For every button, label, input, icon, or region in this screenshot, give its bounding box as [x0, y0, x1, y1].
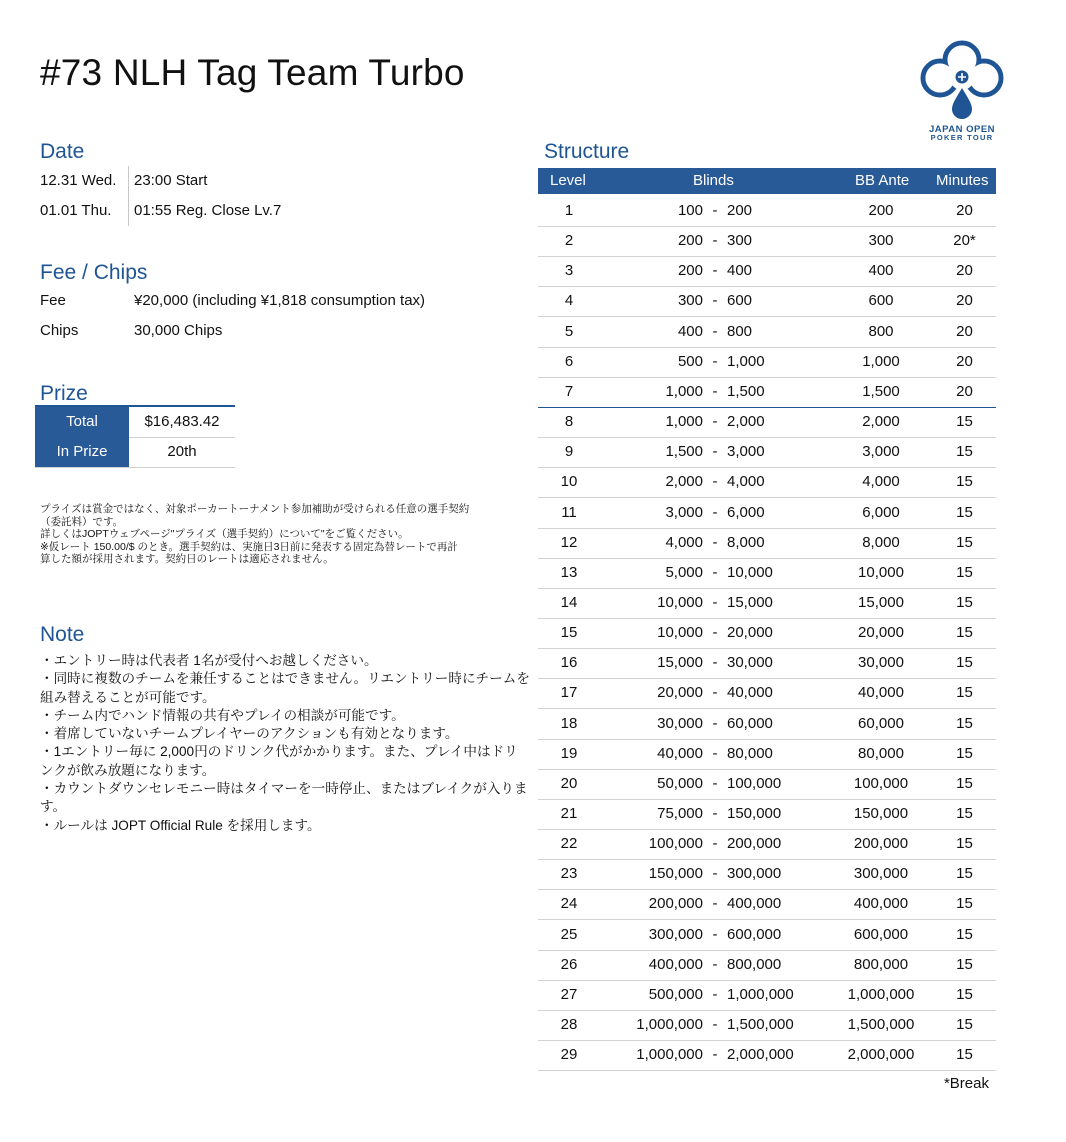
note-item: ・着席していないチームプレイヤーのアクションも有効となります。 — [40, 726, 459, 742]
table-row — [538, 648, 996, 679]
clover-logo-icon — [916, 38, 1008, 124]
blinds-dash: - — [712, 232, 718, 250]
small-blind-cell: 1,000,000 — [636, 1016, 703, 1033]
small-blind-cell: 100,000 — [648, 835, 703, 853]
level-cell: 4 — [564, 292, 574, 310]
big-blind-cell: 3,000 — [727, 443, 765, 461]
level-cell: 29 — [560, 1046, 578, 1064]
small-blind-cell: 1,500 — [665, 443, 703, 461]
prize-total-value: $16,483.42 — [144, 413, 220, 430]
date-heading: Date — [40, 140, 85, 163]
blinds-dash: - — [712, 744, 718, 762]
small-blind-cell: 30,000 — [657, 714, 703, 732]
big-blind-cell: 100,000 — [727, 774, 782, 792]
table-row — [538, 980, 996, 1011]
prize-disclaimer — [40, 503, 510, 566]
blinds-dash: - — [712, 533, 718, 551]
level-cell: 6 — [564, 352, 574, 370]
bb-ante-cell: 80,000 — [858, 744, 904, 762]
level-cell: 5 — [564, 322, 574, 340]
minutes-cell: 15 — [956, 533, 973, 551]
big-blind-cell: 600,000 — [727, 925, 782, 943]
big-blind-cell: 800 — [727, 322, 753, 340]
table-row — [538, 467, 996, 498]
small-blind-cell: 300,000 — [648, 925, 703, 943]
fee-value: ¥20,000 (including ¥1,818 consumption tax) — [134, 292, 426, 309]
bb-ante-cell: 20,000 — [858, 624, 904, 642]
bb-ante-cell: 8,000 — [862, 533, 900, 551]
note-item: ・ルールは JOPT Official Rule を採用します。 — [40, 817, 321, 833]
level-cell: 14 — [560, 594, 578, 611]
level-cell: 28 — [560, 1016, 578, 1033]
blinds-dash: - — [712, 985, 718, 1003]
bb-ante-cell: 3,000 — [862, 443, 900, 461]
note-item: ・同時に複数のチームを兼任することはできません。リエントリー時にチームを組み替えることが可能です。 — [40, 671, 530, 705]
blinds-dash: - — [712, 865, 718, 883]
level-cell: 7 — [564, 382, 574, 400]
minutes-cell: 15 — [956, 654, 973, 672]
blinds-dash: - — [712, 352, 718, 370]
blinds-dash: - — [712, 413, 718, 430]
big-blind-cell: 150,000 — [727, 805, 782, 822]
big-blind-cell: 1,000 — [727, 352, 765, 370]
blinds-dash: - — [712, 654, 718, 672]
level-cell: 10 — [560, 473, 578, 491]
bb-ante-cell: 1,500,000 — [847, 1016, 915, 1033]
small-blind-cell: 75,000 — [657, 805, 703, 822]
blinds-dash: - — [712, 322, 718, 340]
bb-ante-cell: 300 — [868, 232, 894, 250]
minutes-cell: 15 — [956, 774, 973, 792]
note-item: ・カウントダウンセレモニー時はタイマーを一時停止、またはブレイクが入ります。 — [40, 781, 528, 815]
minutes-cell: 15 — [956, 503, 973, 521]
table-row — [538, 618, 996, 649]
small-blind-cell: 150,000 — [648, 865, 703, 883]
small-blind-cell: 400 — [677, 322, 703, 340]
table-row — [538, 829, 996, 860]
small-blind-cell: 1,000 — [665, 413, 703, 430]
small-blind-cell: 4,000 — [665, 533, 703, 551]
note-item: ・チーム内でハンド情報の共有やプレイの相談が可能です。 — [40, 707, 405, 723]
minutes-cell: 15 — [956, 413, 973, 430]
big-blind-cell: 80,000 — [727, 744, 773, 762]
minutes-cell: 15 — [956, 895, 973, 913]
blinds-dash: - — [712, 835, 718, 853]
logo-text-line2: POKER TOUR — [930, 133, 994, 142]
bb-ante-cell: 10,000 — [858, 563, 904, 581]
table-row — [538, 1010, 996, 1041]
date-detail-2: 01:55 Reg. Close Lv.7 — [134, 202, 282, 219]
fee-label: Fee — [40, 292, 66, 309]
level-cell: 15 — [560, 624, 578, 642]
bb-ante-cell: 4,000 — [862, 473, 900, 491]
bb-ante-cell: 6,000 — [862, 503, 900, 521]
bb-ante-cell: 30,000 — [858, 654, 904, 672]
level-cell: 3 — [564, 262, 574, 280]
blinds-dash: - — [712, 925, 718, 943]
minutes-cell: 15 — [956, 473, 973, 491]
big-blind-cell: 200 — [727, 202, 753, 219]
col-blinds-header: Blinds — [693, 172, 734, 189]
level-cell: 16 — [560, 654, 578, 672]
small-blind-cell: 1,000 — [665, 382, 703, 400]
minutes-cell: 20 — [956, 352, 973, 370]
note-item: ・エントリー時は代表者 1名が受付へお越しください。 — [40, 653, 378, 668]
small-blind-cell: 10,000 — [657, 594, 703, 611]
blinds-dash: - — [712, 292, 718, 310]
small-blind-cell: 3,000 — [665, 503, 703, 521]
table-row — [538, 588, 996, 619]
disclaimer-line: 算した額が採用されます。契約日のレートは適応されません。 — [40, 553, 334, 565]
bb-ante-cell: 800,000 — [853, 955, 909, 973]
big-blind-cell: 6,000 — [727, 503, 765, 521]
bb-ante-cell: 600,000 — [853, 925, 909, 943]
level-cell: 18 — [560, 714, 578, 732]
bb-ante-cell: 15,000 — [858, 594, 904, 611]
small-blind-cell: 200 — [677, 262, 703, 280]
level-cell: 13 — [560, 563, 578, 581]
date-day-1: 12.31 Wed. — [40, 172, 117, 189]
blinds-dash: - — [712, 1016, 718, 1033]
bb-ante-cell: 400,000 — [853, 895, 909, 913]
prize-in-prize-label: In Prize — [35, 437, 129, 467]
minutes-cell: 20 — [956, 262, 973, 280]
level-cell: 26 — [560, 955, 578, 973]
level-cell: 2 — [564, 232, 574, 250]
level-cell: 21 — [560, 805, 578, 822]
big-blind-cell: 4,000 — [727, 473, 765, 491]
page-title: #73 NLH Tag Team Turbo — [40, 52, 465, 93]
col-minutes-header: Minutes — [936, 172, 989, 189]
big-blind-cell: 40,000 — [727, 684, 773, 702]
blinds-dash: - — [712, 503, 718, 521]
minutes-cell: 15 — [956, 955, 973, 973]
table-row — [538, 678, 996, 709]
minutes-cell: 15 — [956, 1016, 973, 1033]
bb-ante-cell: 2,000,000 — [847, 1046, 915, 1064]
bb-ante-cell: 1,500 — [862, 382, 900, 400]
minutes-cell: 15 — [956, 443, 973, 461]
small-blind-cell: 1,000,000 — [636, 1046, 703, 1064]
small-blind-cell: 300 — [677, 292, 703, 310]
prize-total-label: Total — [35, 407, 129, 437]
big-blind-cell: 200,000 — [727, 835, 782, 853]
blinds-dash: - — [712, 262, 718, 280]
bb-ante-cell: 2,000 — [862, 413, 900, 430]
disclaimer-line: 詳しくはJOPTウェブページ"プライズ（選手契約）について"をご覧ください。 — [40, 528, 409, 540]
big-blind-cell: 20,000 — [727, 624, 773, 642]
level-cell: 19 — [560, 744, 578, 762]
level-cell: 12 — [560, 533, 578, 551]
minutes-cell: 15 — [956, 684, 973, 702]
small-blind-cell: 50,000 — [657, 774, 703, 792]
col-ante-header: BB Ante — [855, 172, 910, 189]
bb-ante-cell: 100,000 — [853, 774, 909, 792]
table-row — [538, 196, 996, 227]
small-blind-cell: 400,000 — [648, 955, 703, 973]
minutes-cell: 15 — [956, 624, 973, 642]
minutes-cell: 15 — [956, 563, 973, 581]
small-blind-cell: 500 — [677, 352, 703, 370]
minutes-cell: 20 — [956, 292, 973, 310]
table-row — [538, 498, 996, 529]
blinds-dash: - — [712, 774, 718, 792]
big-blind-cell: 30,000 — [727, 654, 773, 672]
big-blind-cell: 8,000 — [727, 533, 765, 551]
table-row — [538, 709, 996, 740]
big-blind-cell: 400,000 — [727, 895, 782, 913]
big-blind-cell: 60,000 — [727, 714, 773, 732]
bb-ante-cell: 300,000 — [853, 865, 909, 883]
logo-text-line1: JAPAN OPEN — [928, 124, 996, 135]
table-row — [538, 437, 996, 468]
table-row — [538, 317, 996, 348]
small-blind-cell: 40,000 — [657, 744, 703, 762]
big-blind-cell: 1,500 — [727, 382, 765, 400]
structure-table-header — [538, 168, 996, 194]
blinds-dash: - — [712, 714, 718, 732]
small-blind-cell: 5,000 — [665, 563, 703, 581]
level-cell: 24 — [560, 895, 578, 913]
note-heading: Note — [40, 623, 85, 646]
blinds-dash: - — [712, 895, 718, 913]
level-cell: 8 — [564, 413, 574, 430]
table-row — [538, 226, 996, 257]
table-row — [538, 950, 996, 981]
big-blind-cell: 2,000,000 — [727, 1046, 794, 1064]
table-row — [538, 769, 996, 800]
blinds-dash: - — [712, 955, 718, 973]
minutes-cell: 15 — [956, 744, 973, 762]
col-level-header: Level — [550, 172, 586, 189]
big-blind-cell: 400 — [727, 262, 753, 280]
bb-ante-cell: 1,000 — [862, 352, 900, 370]
small-blind-cell: 200 — [677, 232, 703, 250]
table-row — [538, 377, 996, 408]
level-cell: 23 — [560, 865, 578, 883]
blinds-dash: - — [712, 443, 718, 461]
date-divider — [128, 166, 129, 226]
prize-row-total — [35, 407, 235, 438]
bb-ante-cell: 600 — [868, 292, 894, 310]
blinds-dash: - — [712, 624, 718, 642]
big-blind-cell: 1,500,000 — [727, 1016, 794, 1033]
small-blind-cell: 100 — [677, 202, 703, 219]
level-cell: 25 — [560, 925, 578, 943]
minutes-cell: 15 — [956, 865, 973, 883]
blinds-dash: - — [712, 202, 718, 219]
minutes-cell: 15 — [956, 805, 973, 822]
bb-ante-cell: 200,000 — [853, 835, 909, 853]
table-row — [538, 528, 996, 559]
blinds-dash: - — [712, 684, 718, 702]
table-row — [538, 889, 996, 920]
table-row — [538, 558, 996, 589]
minutes-cell: 15 — [956, 985, 973, 1003]
disclaimer-line: （委託料）です。 — [40, 515, 124, 528]
table-row — [538, 407, 996, 438]
minutes-cell: 15 — [956, 594, 973, 611]
level-cell: 22 — [560, 835, 578, 853]
small-blind-cell: 10,000 — [657, 624, 703, 642]
blinds-dash: - — [712, 594, 718, 611]
minutes-cell: 20 — [956, 322, 973, 340]
big-blind-cell: 2,000 — [727, 413, 765, 430]
note-item: ・1エントリー毎に 2,000円のドリンク代がかかります。また、プレイ中はドリンクが飲み放題になります。 — [40, 744, 518, 778]
small-blind-cell: 20,000 — [657, 684, 703, 702]
minutes-cell: 15 — [956, 925, 973, 943]
table-row — [538, 286, 996, 317]
bb-ante-cell: 400 — [868, 262, 894, 280]
big-blind-cell: 15,000 — [727, 594, 773, 611]
date-detail-1: 23:00 Start — [134, 172, 208, 189]
minutes-cell: 15 — [956, 714, 973, 732]
small-blind-cell: 500,000 — [648, 985, 703, 1003]
level-cell: 20 — [560, 774, 578, 792]
blinds-dash: - — [712, 805, 718, 822]
table-row — [538, 1040, 996, 1071]
big-blind-cell: 10,000 — [727, 563, 773, 581]
disclaimer-line: プライズは賞金ではなく、対象ポーカートーナメント参加補助が受けられる任意の選手契約 — [40, 503, 470, 515]
level-cell: 9 — [564, 443, 574, 461]
big-blind-cell: 600 — [727, 292, 753, 310]
minutes-cell: 20 — [956, 202, 973, 219]
bb-ante-cell: 150,000 — [853, 805, 909, 822]
bb-ante-cell: 1,000,000 — [847, 985, 915, 1003]
table-row — [538, 859, 996, 890]
level-cell: 1 — [564, 202, 574, 219]
bb-ante-cell: 60,000 — [858, 714, 904, 732]
blinds-dash: - — [712, 563, 718, 581]
bb-ante-cell: 40,000 — [858, 684, 904, 702]
blinds-dash: - — [712, 382, 718, 400]
small-blind-cell: 15,000 — [657, 654, 703, 672]
level-cell: 17 — [560, 684, 578, 702]
table-row — [538, 739, 996, 770]
small-blind-cell: 2,000 — [665, 473, 703, 491]
table-row — [538, 347, 996, 378]
date-day-2: 01.01 Thu. — [40, 202, 112, 219]
jopt-logo — [916, 38, 1008, 142]
chips-label: Chips — [40, 322, 79, 339]
fee-chips-heading: Fee / Chips — [40, 261, 148, 284]
structure-heading: Structure — [544, 140, 630, 163]
big-blind-cell: 300,000 — [727, 865, 782, 883]
minutes-cell: 15 — [956, 835, 973, 853]
disclaimer-line: ※仮レート 150.00/$ のとき。選手契約は、実施日3日前に発表する固定為替レートで再計 — [40, 540, 458, 553]
prize-heading: Prize — [40, 382, 88, 405]
blinds-dash: - — [712, 1046, 718, 1064]
table-row — [538, 256, 996, 287]
blinds-dash: - — [712, 473, 718, 491]
small-blind-cell: 200,000 — [648, 895, 703, 913]
big-blind-cell: 800,000 — [727, 955, 782, 973]
prize-in-prize-value: 20th — [167, 443, 197, 460]
minutes-cell: 20* — [953, 232, 976, 250]
minutes-cell: 20 — [956, 382, 973, 400]
bb-ante-cell: 800 — [868, 322, 894, 340]
level-cell: 11 — [561, 503, 577, 521]
bb-ante-cell: 200 — [868, 202, 894, 219]
prize-row-in-prize — [35, 437, 235, 468]
level-cell: 27 — [560, 985, 578, 1003]
break-note: *Break — [943, 1075, 989, 1092]
table-row — [538, 799, 996, 830]
big-blind-cell: 1,000,000 — [727, 985, 794, 1003]
minutes-cell: 15 — [956, 1046, 973, 1064]
note-list — [40, 652, 530, 835]
table-row — [538, 920, 996, 951]
big-blind-cell: 300 — [727, 232, 753, 250]
chips-value: 30,000 Chips — [134, 322, 223, 339]
